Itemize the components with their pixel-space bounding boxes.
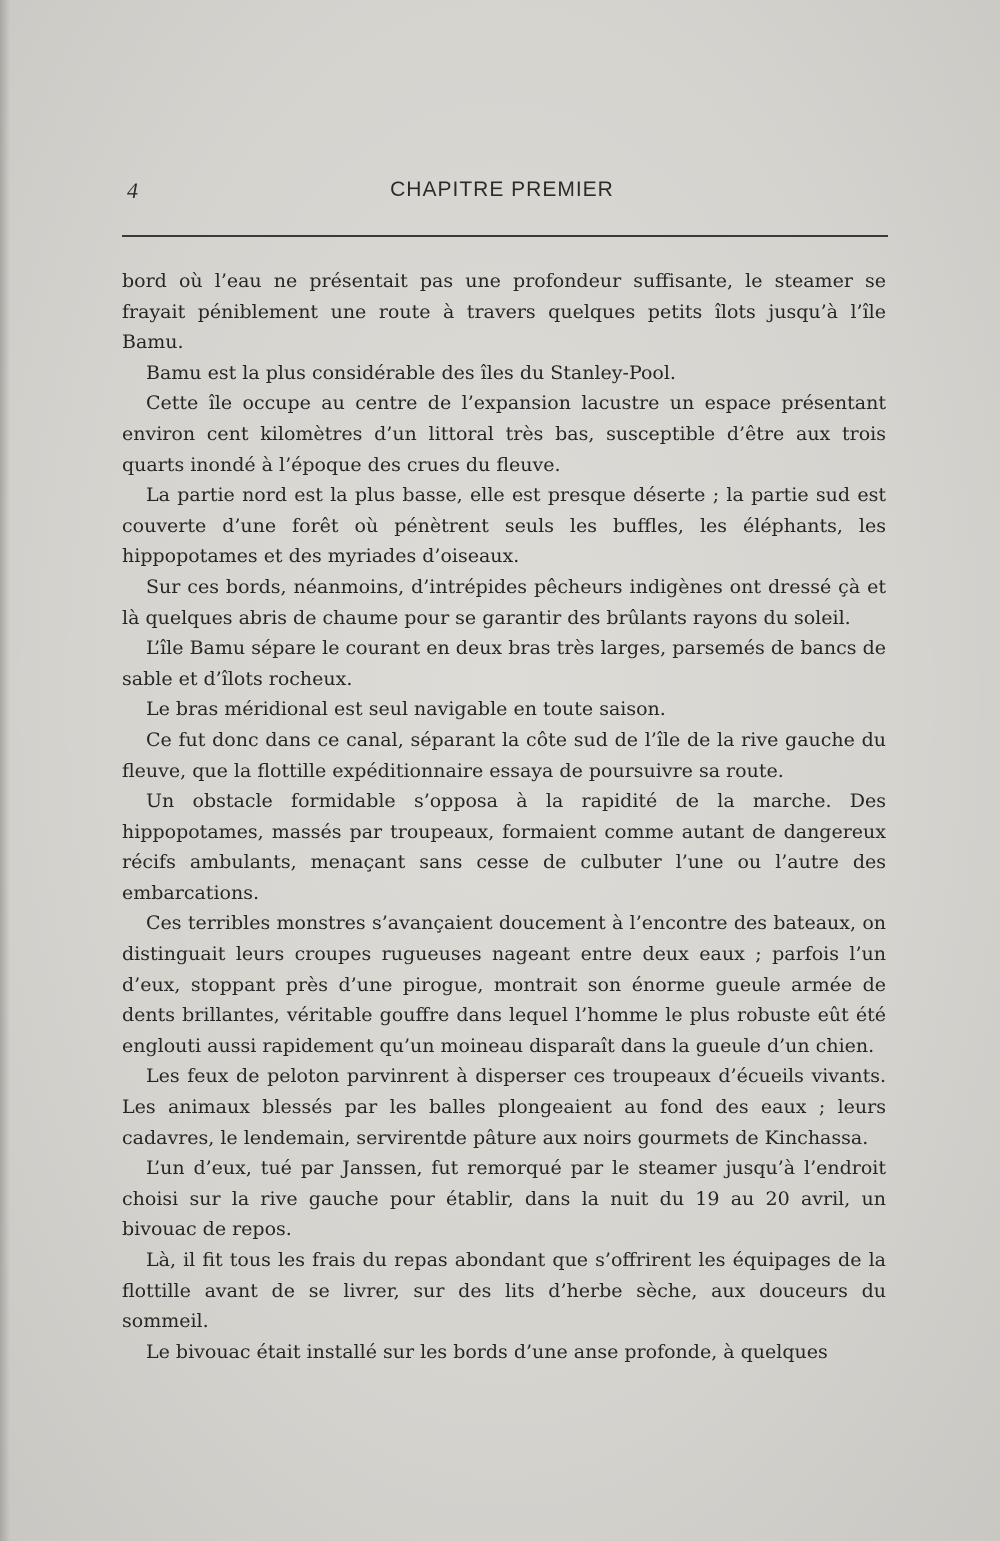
body-text — [122, 266, 886, 1367]
running-head: CHAPITRE PREMIER — [390, 178, 614, 201]
paragraph: bord où l’eau ne présentait pas une profondeur suffisante, le steamer se frayait péniblement une route à travers quelques petits îlots jusqu’à l’île Bamu. — [122, 270, 886, 354]
header-rule — [122, 235, 888, 237]
paragraph: Sur ces bords, néanmoins, d’intrépides pêcheurs indigènes ont dressé çà et là quelques abris de chaume pour se garantir des brûlants rayons du soleil. — [122, 575, 886, 629]
paragraph: Ces terribles monstres s’avançaient doucement à l’encontre des bateaux, on distinguait leurs croupes rugueuses nageant entre deux eaux ; parfois l’un d’eux, stoppant près d’une pirogue, montrait son énorme gueule armée de dents brillantes, véritable gouffre dans lequel l’homme le plus robuste eût été englouti aussi rapidement qu’un moineau disparaît dans la gueule d’un chien. — [122, 912, 886, 1057]
paragraph: L’île Bamu sépare le courant en deux bras très larges, parsemés de bancs de sable et d’îlots rocheux. — [122, 637, 886, 690]
paragraph: La partie nord est la plus basse, elle est presque déserte ; la partie sud est couverte d’une forêt où pénètrent seuls les buffles, les éléphants, les hippopotames et des myriades d’oiseaux. — [122, 484, 886, 568]
paragraph: Le bivouac était installé sur les bords d’une anse profonde, à quelques — [146, 1340, 828, 1363]
paragraph: Cette île occupe au centre de l’expansion lacustre un espace présentant environ cent kilomètres d’un littoral très bas, susceptible d’être aux trois quarts inondé à l’époque des crues du fleuve. — [122, 392, 886, 476]
paragraph: Les feux de peloton parvinrent à disperser ces troupeaux d’écueils vivants. Les animaux blessés par les balles plongeaient au fond des eaux ; leurs cadavres, le lendemain, servirentde pâture aux noirs gourmets de Kinchassa. — [122, 1065, 886, 1149]
paragraph: Le bras méridional est seul navigable en toute saison. — [146, 698, 666, 721]
paragraph: Là, il fit tous les frais du repas abondant que s’offrirent les équipages de la flottille avant de se livrer, sur des lits d’herbe sèche, aux douceurs du sommeil. — [122, 1249, 886, 1333]
page-gutter-shadow — [0, 0, 10, 1541]
page-header — [122, 176, 888, 210]
page-number: 4 — [127, 178, 138, 203]
paragraph: L’un d’eux, tué par Janssen, fut remorqué par le steamer jusqu’à l’endroit choisi sur la rive gauche pour établir, dans la nuit du 19 au 20 avril, un bivouac de repos. — [122, 1157, 886, 1241]
paragraph: Un obstacle formidable s’opposa à la rapidité de la marche. Des hippopotames, massés par troupeaux, formaient comme autant de dangereux récifs ambulants, menaçant sans cesse de culbuter l’une ou l’autre des embarcations. — [122, 790, 886, 904]
paragraph: Bamu est la plus considérable des îles du Stanley-Pool. — [146, 361, 676, 384]
paragraph: Ce fut donc dans ce canal, séparant la côte sud de l’île de la rive gauche du fleuve, que la flottille expéditionnaire essaya de poursuivre sa route. — [122, 728, 886, 782]
